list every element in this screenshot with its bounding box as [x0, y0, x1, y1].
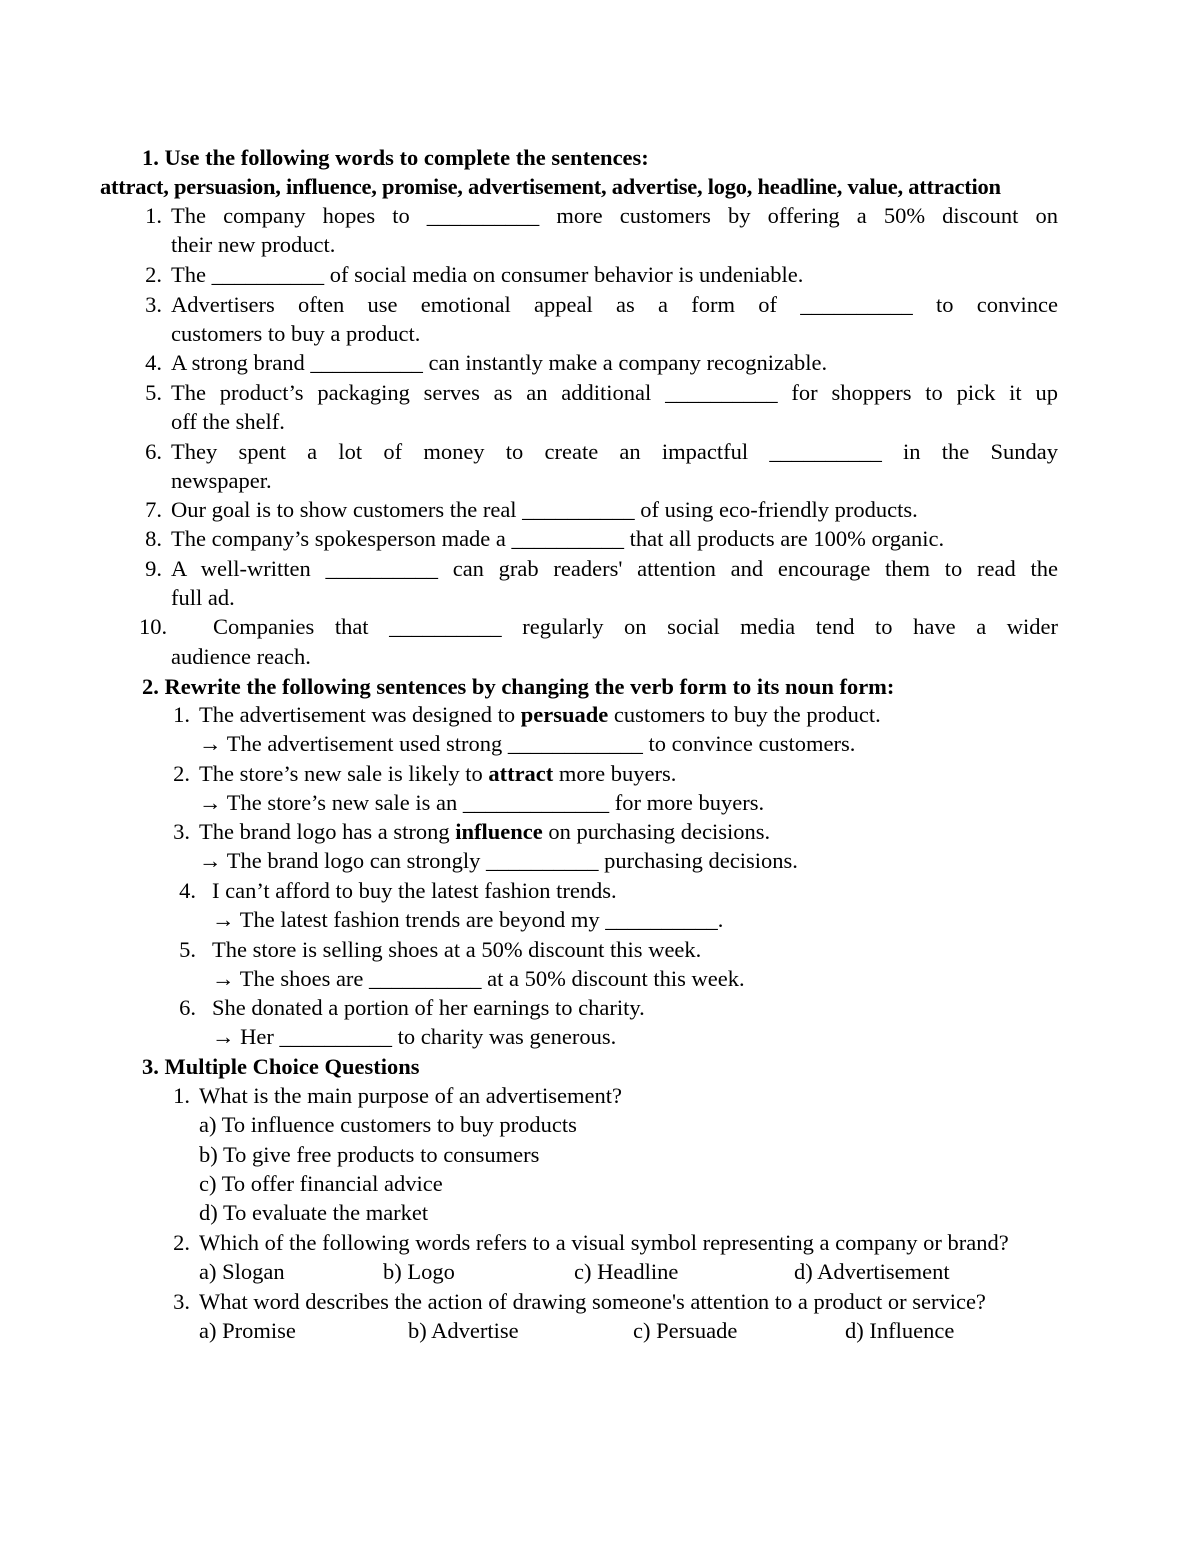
s2-item-5-answer: → The shoes are __________ at a 50% discount this week. [212, 966, 745, 991]
s1-item-5-number: 5. [145, 380, 162, 405]
s1-item-10-number: 10. [139, 614, 168, 639]
s1-item-5-line-1: The product’s packaging serves as an additional __________ for shoppers to pick it up [171, 380, 1058, 405]
s3-q1-text: What is the main purpose of an advertisement? [199, 1083, 622, 1108]
s2-item-5-sentence: The store is selling shoes at a 50% discount this week. [212, 937, 702, 962]
s1-item-3-line-2: customers to buy a product. [171, 321, 421, 346]
s3-q3-number: 3. [173, 1289, 190, 1314]
s1-item-9-line-2: full ad. [171, 585, 235, 610]
s1-item-3-line-1: Advertisers often use emotional appeal as a form of __________ to convince [171, 292, 1058, 317]
s3-q1-number: 1. [173, 1083, 190, 1108]
s1-item-1-number: 1. [145, 203, 162, 228]
s2-item-1-post: customers to buy the product. [608, 702, 881, 727]
s3-q2-text: Which of the following words refers to a visual symbol representing a company or brand? [199, 1230, 1009, 1255]
s1-item-9-line-1: A well-written __________ can grab readers' attention and encourage them to read the [171, 556, 1058, 581]
s3-q1-option-b: b) To give free products to consumers [199, 1142, 540, 1167]
s1-item-9-number: 9. [145, 556, 162, 581]
s3-q1-option-d: d) To evaluate the market [199, 1200, 429, 1225]
s1-item-3-number: 3. [145, 292, 162, 317]
s1-item-7-number: 7. [145, 497, 162, 522]
s2-item-3-post: on purchasing decisions. [542, 819, 771, 844]
s2-item-2-sentence [199, 759, 676, 788]
s1-item-4-number: 4. [145, 350, 162, 375]
s2-item-2-pre: The store’s new sale is likely to [199, 761, 489, 786]
s1-item-1-line-1: The company hopes to __________ more customers by offering a 50% discount on [171, 203, 1058, 228]
s1-item-6-line-2: newspaper. [171, 468, 272, 493]
s1-item-6-line-1: They spent a lot of money to create an impactful __________ in the Sunday [171, 439, 1058, 464]
s1-item-10-line-1: Companies that __________ regularly on social media tend to have a wider [213, 614, 1058, 639]
s2-item-6-sentence: She donated a portion of her earnings to charity. [212, 995, 645, 1020]
s1-item-2-line-1: The __________ of social media on consumer behavior is undeniable. [171, 262, 804, 287]
s3-q3-text: What word describes the action of drawing someone's attention to a product or service? [199, 1289, 986, 1314]
section1-heading: 1. Use the following words to complete the sentences: [142, 145, 649, 170]
section3-heading: 3. Multiple Choice Questions [142, 1054, 420, 1079]
s3-q3-option-b: b) Advertise [408, 1318, 519, 1343]
s3-q1-option-a: a) To influence customers to buy products [199, 1112, 577, 1137]
word-bank: attract, persuasion, influence, promise, advertisement, advertise, logo, headline, value, attraction [100, 174, 1001, 199]
s2-item-2-answer: → The store’s new sale is an _____________ for more buyers. [199, 790, 765, 815]
s2-item-5-number: 5. [179, 937, 196, 962]
s2-item-6-answer: → Her __________ to charity was generous. [212, 1024, 617, 1049]
s2-item-3-verb: influence [455, 819, 543, 844]
s3-q2-option-b: b) Logo [383, 1259, 455, 1284]
s3-q3-options [199, 1316, 1099, 1345]
s2-item-1-pre: The advertisement was designed to [199, 702, 521, 727]
s2-item-1-number: 1. [173, 702, 190, 727]
s1-item-1-line-2: their new product. [171, 232, 336, 257]
s2-item-4-answer: → The latest fashion trends are beyond my __________. [212, 907, 724, 932]
s1-item-10-line-2: audience reach. [171, 644, 311, 669]
s2-item-4-sentence: I can’t afford to buy the latest fashion trends. [212, 878, 617, 903]
s3-q2-option-d: d) Advertisement [794, 1259, 950, 1284]
s2-item-3-number: 3. [173, 819, 190, 844]
s2-item-2-verb: attract [488, 761, 554, 786]
s3-q2-options [199, 1257, 1099, 1286]
s1-item-6-number: 6. [145, 439, 162, 464]
s2-item-2-post: more buyers. [553, 761, 677, 786]
s2-item-3-pre: The brand logo has a strong [199, 819, 456, 844]
s1-item-4-line-1: A strong brand __________ can instantly make a company recognizable. [171, 350, 828, 375]
s3-q2-option-c: c) Headline [574, 1259, 679, 1284]
s1-item-2-number: 2. [145, 262, 162, 287]
s2-item-2-number: 2. [173, 761, 190, 786]
s1-item-8-number: 8. [145, 526, 162, 551]
s2-item-4-number: 4. [179, 878, 196, 903]
s1-item-7-line-1: Our goal is to show customers the real __________ of using eco-friendly products. [171, 497, 918, 522]
s3-q3-option-d: d) Influence [845, 1318, 955, 1343]
s2-item-3-sentence [199, 817, 770, 846]
s1-item-8-line-1: The company’s spokesperson made a __________ that all products are 100% organic. [171, 526, 945, 551]
s2-item-3-answer: → The brand logo can strongly __________ purchasing decisions. [199, 848, 798, 873]
s2-item-1-answer: → The advertisement used strong ____________ to convince customers. [199, 731, 856, 756]
s3-q2-number: 2. [173, 1230, 190, 1255]
s3-q1-option-c: c) To offer financial advice [199, 1171, 443, 1196]
s2-item-1-verb: persuade [520, 702, 609, 727]
s2-item-6-number: 6. [179, 995, 196, 1020]
s2-item-1-sentence [199, 700, 881, 729]
section2-heading: 2. Rewrite the following sentences by changing the verb form to its noun form: [142, 674, 895, 699]
s3-q3-option-c: c) Persuade [633, 1318, 738, 1343]
s1-item-5-line-2: off the shelf. [171, 409, 285, 434]
s3-q3-option-a: a) Promise [199, 1318, 296, 1343]
s3-q2-option-a: a) Slogan [199, 1259, 285, 1284]
